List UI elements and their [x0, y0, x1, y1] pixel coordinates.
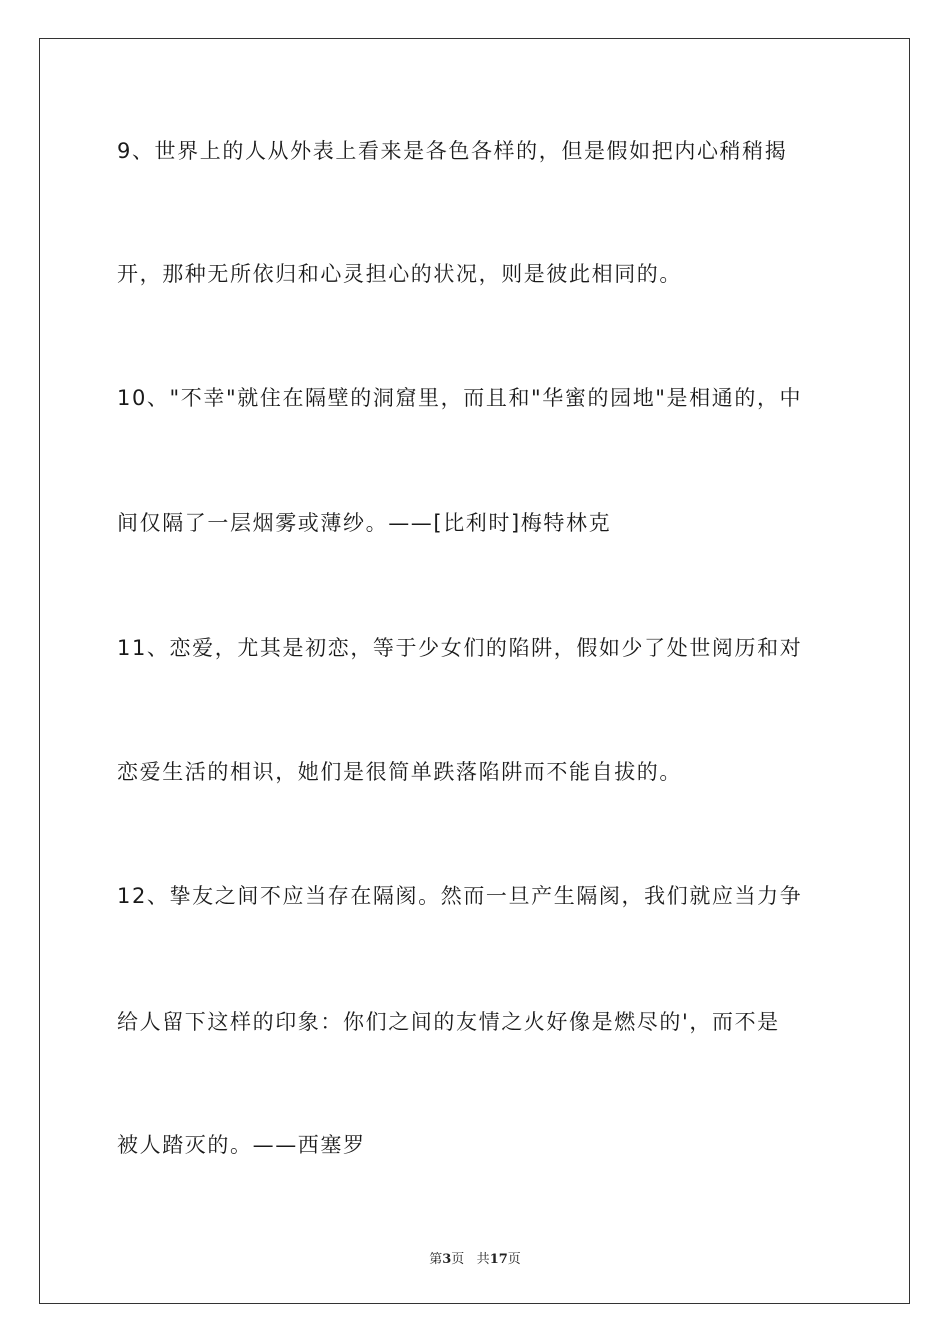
page-number: 3	[442, 1252, 452, 1267]
paragraph-line: 间仅隔了一层烟雾或薄纱。——[比利时]梅特林克	[117, 511, 612, 535]
page-suffix: 页	[451, 1252, 465, 1267]
paragraph-line: 恋爱生活的相识，她们是很简单跌落陷阱而不能自拔的。	[117, 760, 682, 784]
page-prefix: 第	[429, 1252, 443, 1267]
page-footer	[0, 1248, 950, 1267]
page-border	[39, 38, 910, 1304]
paragraph-line: 被人踏灭的。——西塞罗	[117, 1133, 366, 1157]
total-pages: 17	[489, 1252, 508, 1267]
total-prefix: 共	[476, 1252, 490, 1267]
paragraph-line: 开，那种无所依归和心灵担心的状况，则是彼此相同的。	[117, 262, 682, 286]
total-suffix: 页	[507, 1252, 521, 1267]
paragraph-line: 10、"不幸"就住在隔壁的洞窟里，而且和"华蜜的园地"是相通的，中	[117, 386, 803, 410]
paragraph-line: 9、世界上的人从外表上看来是各色各样的，但是假如把内心稍稍揭	[117, 139, 788, 163]
paragraph-line: 12、挚友之间不应当存在隔阂。然而一旦产生隔阂，我们就应当力争	[117, 884, 803, 908]
paragraph-line: 给人留下这样的印象：你们之间的友情之火好像是燃尽的'，而不是	[117, 1010, 780, 1034]
paragraph-line: 11、恋爱，尤其是初恋，等于少女们的陷阱，假如少了处世阅历和对	[117, 636, 803, 660]
